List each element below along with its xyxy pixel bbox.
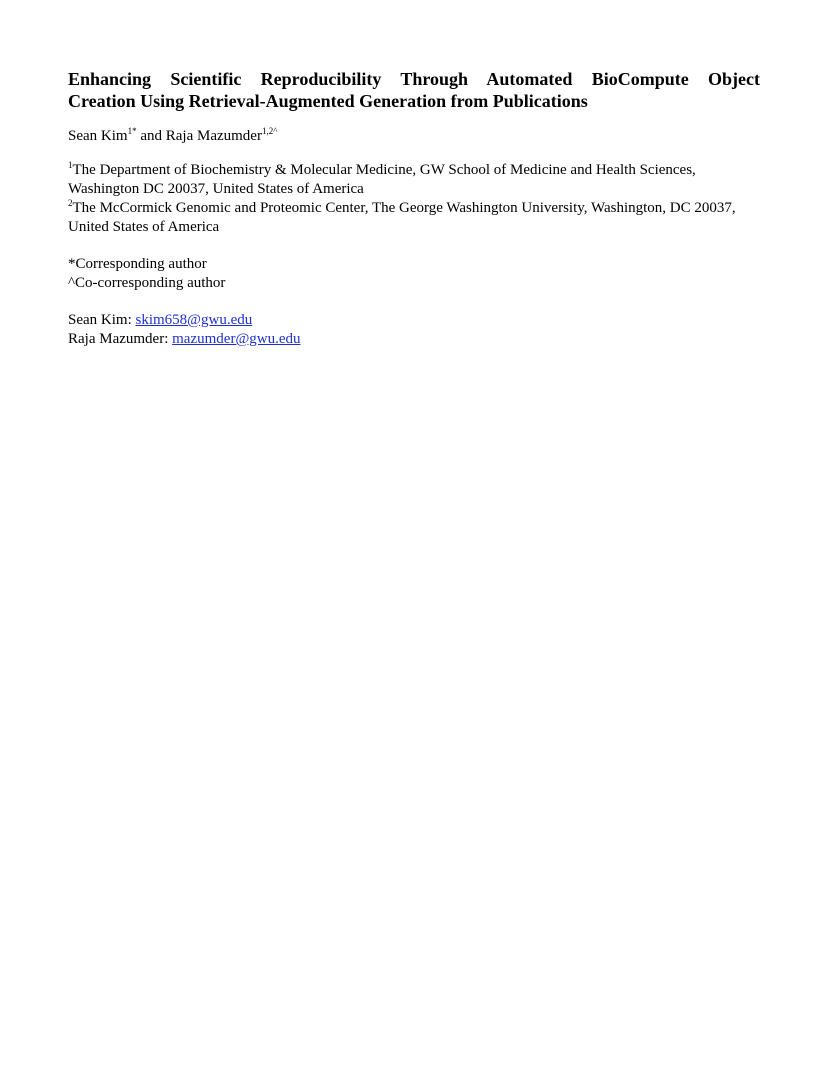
author-list — [68, 126, 760, 146]
email-link[interactable]: mazumder@gwu.edu — [172, 331, 301, 347]
paper-title-line-2: Creation Using Retrieval-Augmented Generation from Publications — [68, 91, 588, 111]
email-link[interactable]: skim658@gwu.edu — [135, 312, 253, 328]
contact-item — [68, 311, 760, 330]
affiliation-text: The McCormick Genomic and Proteomic Center, The George Washington University, Washington, DC 20037, United States of America — [68, 200, 736, 235]
paper-title — [68, 68, 760, 112]
affiliation-text: The Department of Biochemistry & Molecular Medicine, GW School of Medicine and Health Sciences, Washington DC 20037, United States of America — [68, 162, 696, 197]
affiliation-number: 1 — [68, 160, 73, 170]
contact-label: Raja Mazumder: — [68, 331, 173, 347]
author-affiliation-marker: 1,2^ — [261, 126, 278, 136]
author-notes — [68, 255, 760, 293]
contact-emails — [68, 311, 760, 349]
affiliation-item — [68, 161, 760, 199]
affiliation-number: 2 — [68, 198, 73, 208]
co-corresponding-author-note: ^Co-corresponding author — [68, 275, 226, 291]
corresponding-author-note: *Corresponding author — [68, 256, 207, 272]
author-name: Raja Mazumder — [165, 128, 262, 144]
paper-title-page — [68, 68, 760, 349]
author-affiliation-marker: 1* — [127, 126, 137, 136]
author-conjunction: and — [136, 128, 166, 144]
contact-label: Sean Kim: — [68, 312, 136, 328]
paper-title-line-1: Enhancing Scientific Reproducibility Through Automated BioCompute Object — [68, 69, 760, 89]
contact-item — [68, 330, 760, 349]
author-name: Sean Kim — [68, 128, 128, 144]
affiliations — [68, 161, 760, 237]
affiliation-item — [68, 199, 760, 237]
